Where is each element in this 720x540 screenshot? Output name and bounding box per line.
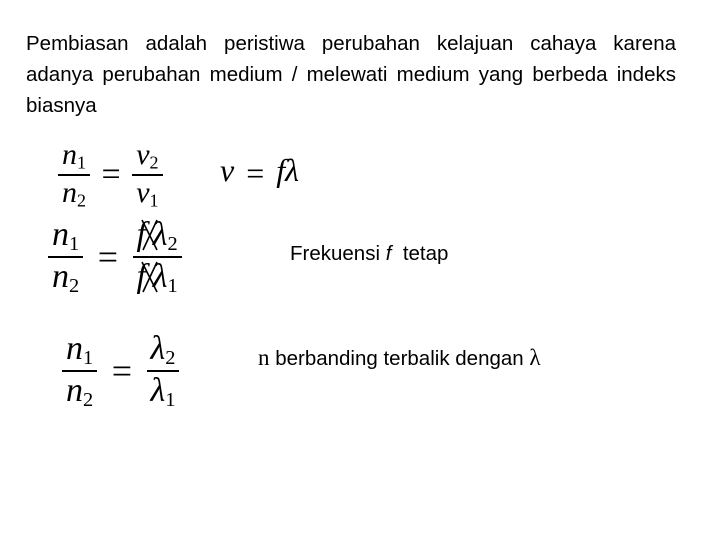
frequency-constant-note bbox=[290, 242, 448, 266]
cancel-mark-top bbox=[136, 216, 161, 253]
n1-subscript: 1 bbox=[69, 233, 80, 256]
n1-symbol: n bbox=[62, 138, 77, 171]
n1-symbol: n bbox=[52, 216, 69, 253]
v1-symbol: v bbox=[136, 175, 150, 209]
v2-subscript: 2 bbox=[149, 152, 159, 173]
fraction-n1-n2 bbox=[62, 330, 97, 412]
fraction-n1-n2 bbox=[58, 138, 90, 211]
n2-subscript: 2 bbox=[77, 190, 86, 210]
f-symbol-note: f bbox=[385, 242, 392, 265]
f-bottom-symbol: f bbox=[136, 258, 146, 296]
note-text-frekuensi: Frekuensi bbox=[290, 242, 386, 265]
equals-sign: = bbox=[101, 155, 121, 193]
n2-subscript: 2 bbox=[69, 275, 80, 298]
equals-sign: = bbox=[111, 351, 133, 392]
lambda2-symbol: λ bbox=[152, 216, 168, 253]
fraction-lambda2-lambda1 bbox=[147, 330, 180, 412]
v2-symbol: v bbox=[136, 138, 150, 171]
n2-symbol: n bbox=[66, 372, 83, 410]
f-top-symbol: f bbox=[136, 216, 146, 253]
lambda2-symbol: λ bbox=[150, 330, 166, 367]
v-symbol: v bbox=[220, 152, 235, 188]
fraction-flambda2-flambda1 bbox=[133, 216, 182, 298]
fraction-n1-n2 bbox=[48, 216, 83, 298]
n1-subscript: 1 bbox=[83, 347, 94, 370]
lambda1-symbol: λ bbox=[152, 258, 168, 296]
n1-subscript: 1 bbox=[77, 152, 86, 173]
f-lambda-product: fλ bbox=[276, 152, 299, 188]
fraction-v2-v1 bbox=[132, 138, 162, 211]
definition-paragraph: Pembiasan adalah peristiwa perubahan kelajuan cahaya karena adanya perubahan medium / melewati medium yang berbeda indeks biasnya bbox=[26, 32, 676, 117]
lambda1-symbol: λ bbox=[150, 372, 166, 410]
n2-subscript: 2 bbox=[83, 389, 94, 412]
lambda1-subscript: 1 bbox=[165, 389, 176, 412]
lambda2-subscript: 2 bbox=[167, 233, 178, 256]
cancel-mark-bottom bbox=[136, 258, 161, 296]
lambda-symbol-note: λ bbox=[529, 345, 541, 370]
equation-n-ratio-frequency-wavelength bbox=[48, 216, 182, 298]
inverse-relation-note bbox=[258, 346, 541, 371]
equals-sign: = bbox=[246, 155, 265, 192]
note-text-berbanding: berbanding terbalik dengan bbox=[269, 347, 530, 370]
lambda2-subscript: 2 bbox=[165, 347, 176, 370]
equation-wave-speed bbox=[220, 152, 299, 192]
equation-n-ratio-wavelength bbox=[62, 330, 179, 412]
n2-symbol: n bbox=[52, 258, 69, 296]
n-symbol-note: n bbox=[258, 345, 270, 370]
lambda1-subscript: 1 bbox=[167, 275, 178, 298]
n2-symbol: n bbox=[62, 175, 77, 209]
equals-sign: = bbox=[97, 237, 119, 278]
note-text-tetap: tetap bbox=[391, 242, 449, 265]
equation-n-ratio-velocity bbox=[58, 138, 163, 211]
v1-subscript: 1 bbox=[149, 190, 159, 210]
n1-symbol: n bbox=[66, 330, 83, 367]
